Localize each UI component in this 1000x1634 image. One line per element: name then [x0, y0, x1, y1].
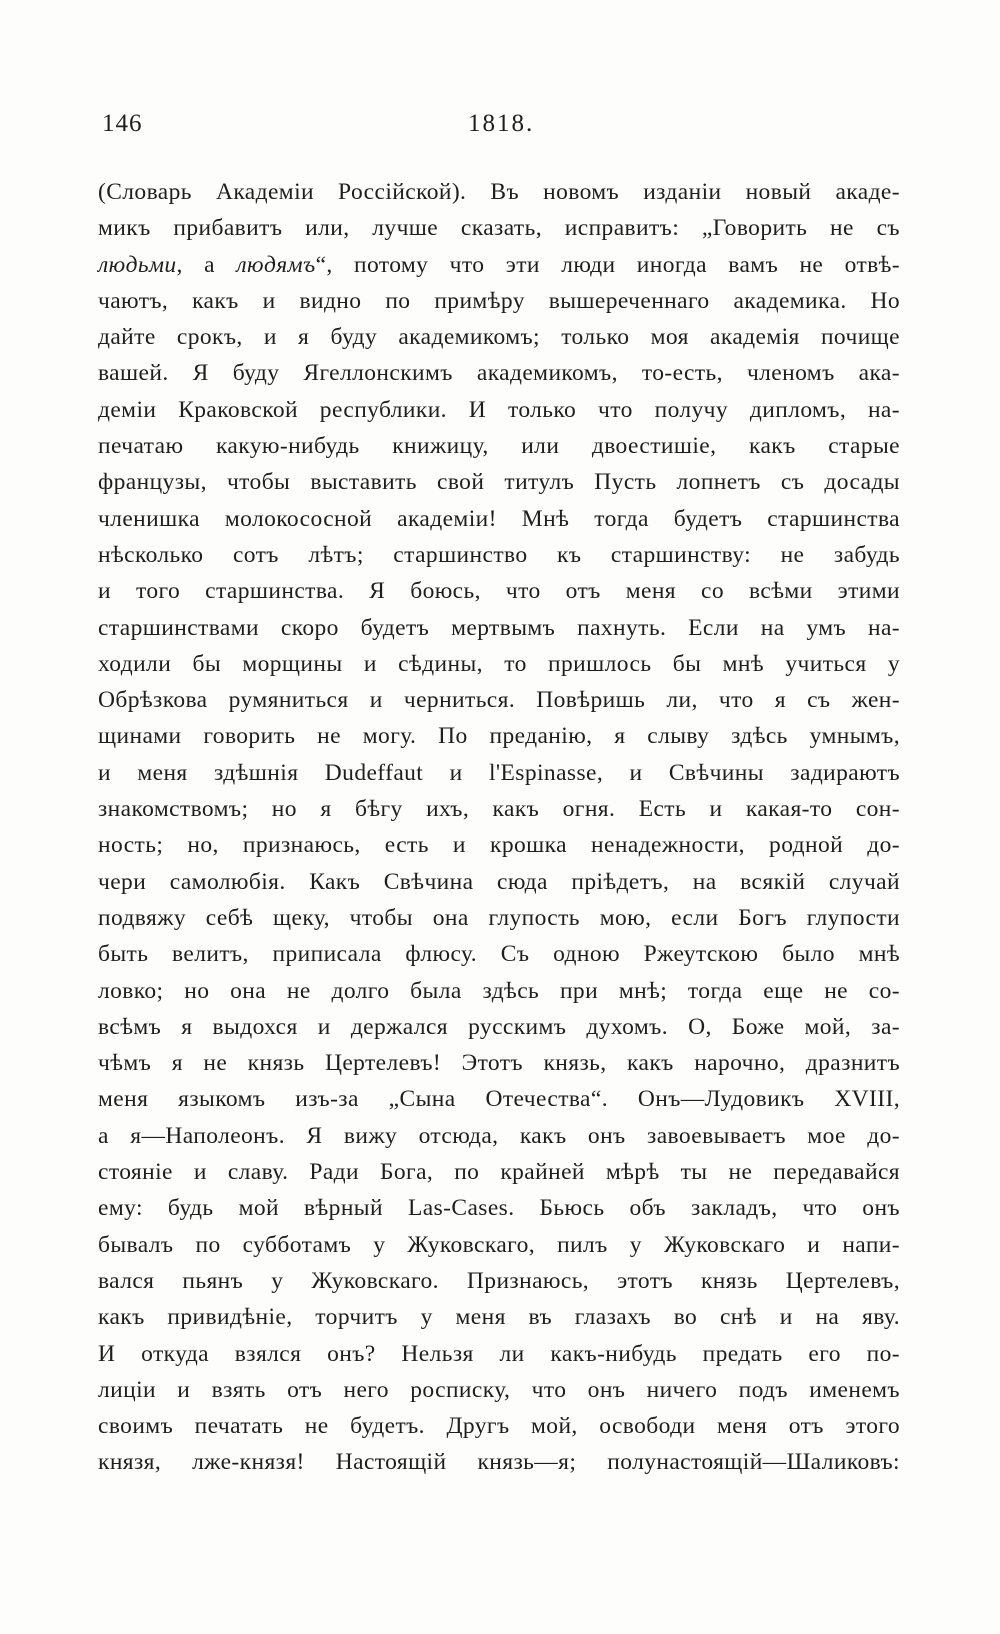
text-segment: князя, лже-князя! Настоящій князь—я; полунастоящій—Шаликовъ:: [98, 1449, 900, 1476]
text-line: [98, 755, 900, 791]
text-line: [98, 1336, 900, 1372]
text-segment: чери самолюбія. Какъ Свѣчина сюда пріѣдетъ, на всякій случай: [98, 868, 900, 895]
text-line: [98, 537, 900, 573]
text-segment: ходили бы морщины и сѣдины, то пришлось бы мнѣ учиться у: [98, 650, 900, 677]
text-segment: бывалъ по субботамъ у Жуковскаго, пилъ у Жуковскаго и напи-: [98, 1231, 900, 1258]
text-line: [98, 355, 900, 391]
text-line: [98, 682, 900, 718]
text-segment: печатаю какую-нибудь книжицу, или двоестишіе, какъ старые: [98, 433, 900, 460]
text-segment: всѣмъ я выдохся и держался русскимъ духомъ. О, Боже мой, за-: [98, 1013, 900, 1040]
text-line: [98, 791, 900, 827]
text-segment: нѣсколько сотъ лѣтъ; старшинство къ старшинству: не забудь: [98, 541, 900, 568]
text-segment: щинами говорить не могу. По преданію, я слыву здѣсь умнымъ,: [98, 723, 900, 750]
text-segment: И откуда взялся онъ? Нельзя ли какъ-нибудь предать его по-: [98, 1340, 900, 1367]
text-line: [98, 1154, 900, 1190]
text-segment: лиціи и взять отъ него росписку, что онъ ничего подъ именемъ: [98, 1376, 900, 1403]
text-line: [98, 1009, 900, 1045]
text-line: [98, 573, 900, 609]
text-segment: вался пьянъ у Жуковскаго. Признаюсь, этотъ князь Цертелевъ,: [98, 1267, 900, 1294]
text-line: [98, 973, 900, 1009]
text-segment: старшинствами скоро будетъ мертвымъ пахнуть. Если на умъ на-: [98, 614, 900, 641]
text-segment: ему: будь мой вѣрный Las-Cases. Бьюсь объ закладъ, что онъ: [98, 1195, 900, 1222]
text-line: [98, 1118, 900, 1154]
body-text: [98, 174, 900, 1481]
text-segment: Обрѣзкова румяниться и черниться. Повѣришь ли, что я съ жен-: [98, 687, 900, 714]
text-line: [98, 1299, 900, 1335]
text-segment: членишка молокососной академіи! Мнѣ тогда будетъ старшинства: [98, 505, 900, 532]
text-segment: меня языкомъ изъ-за „Сына Отечества“. Онъ—Лудовикъ XVIII,: [98, 1086, 900, 1113]
text-line: [98, 1227, 900, 1263]
italic-word: людьми: [98, 251, 177, 278]
text-line: [98, 646, 900, 682]
text-line: [98, 319, 900, 355]
text-segment: чѣмъ я не князь Цертелевъ! Этотъ князь, какъ нарочно, дразнитъ: [98, 1050, 900, 1077]
text-line: [98, 1190, 900, 1226]
text-line: [98, 464, 900, 500]
text-segment: (Словарь Академіи Россійской). Въ новомъ изданіи новый акаде-: [98, 179, 900, 205]
text-segment: ность; но, признаюсь, есть и крошка ненадежности, родной до-: [98, 832, 900, 859]
text-segment: чаютъ, какъ и видно по примѣру вышереченнаго академика. Но: [98, 287, 900, 314]
text-segment: какъ привидѣніе, торчитъ у меня въ глазахъ во снѣ и на яву.: [98, 1304, 900, 1331]
italic-word: людямъ: [236, 251, 316, 278]
text-line: [98, 827, 900, 863]
text-line: [98, 174, 900, 210]
text-segment: своимъ печатать не будетъ. Другъ мой, освободи меня отъ этого: [98, 1413, 900, 1440]
text-segment: микъ прибавитъ или, лучше сказать, исправитъ: „Говорить не съ: [98, 215, 900, 242]
text-segment: знакомствомъ; но я бѣгу ихъ, какъ огня. Есть и какая-то сон-: [98, 796, 900, 823]
text-line: [98, 900, 900, 936]
text-line: [98, 210, 900, 246]
text-segment: и того старшинства. Я боюсь, что отъ меня со всѣми этими: [98, 578, 900, 605]
text-line: [98, 1444, 900, 1480]
running-title: 1818.: [468, 110, 535, 137]
text-line: [98, 247, 900, 283]
text-segment: подвяжу себѣ щеку, чтобы она глупость мою, если Богъ глупости: [98, 904, 900, 931]
text-segment: деміи Краковской республики. И только что получу дипломъ, на-: [98, 396, 900, 423]
text-segment: быть велитъ, приписала флюсу. Съ одною Ржеутскою было мнѣ: [98, 941, 900, 968]
text-line: [98, 392, 900, 428]
page-number: 146: [102, 110, 143, 137]
text-segment: стояніе и славу. Ради Бога, по крайней мѣрѣ ты не передавайся: [98, 1159, 900, 1186]
text-line: [98, 718, 900, 754]
text-line: [98, 1045, 900, 1081]
text-segment: вашей. Я буду Ягеллонскимъ академикомъ, то-есть, членомъ ака-: [98, 360, 900, 387]
text-segment: французы, чтобы выставить свой титулъ Пусть лопнетъ съ досады: [98, 469, 900, 496]
text-line: [98, 501, 900, 537]
text-line: [98, 1081, 900, 1117]
text-line: [98, 1372, 900, 1408]
text-line: [98, 283, 900, 319]
text-segment: дайте срокъ, и я буду академикомъ; только моя академія почище: [98, 324, 900, 351]
text-segment: ловко; но она не долго была здѣсь при мнѣ; тогда еще не со-: [98, 977, 900, 1004]
text-segment: “, потому что эти люди иногда вамъ не отвѣ-: [315, 251, 900, 278]
text-segment: а я—Наполеонъ. Я вижу отсюда, какъ онъ завоевываетъ мое до-: [98, 1122, 900, 1149]
text-segment: и меня здѣшнія Dudeffaut и l'Espinasse, и Свѣчины задираютъ: [98, 759, 900, 786]
text-line: [98, 864, 900, 900]
text-line: [98, 610, 900, 646]
text-line: [98, 1263, 900, 1299]
text-line: [98, 428, 900, 464]
text-line: [98, 936, 900, 972]
text-segment: , а: [176, 251, 237, 278]
text-line: [98, 1408, 900, 1444]
